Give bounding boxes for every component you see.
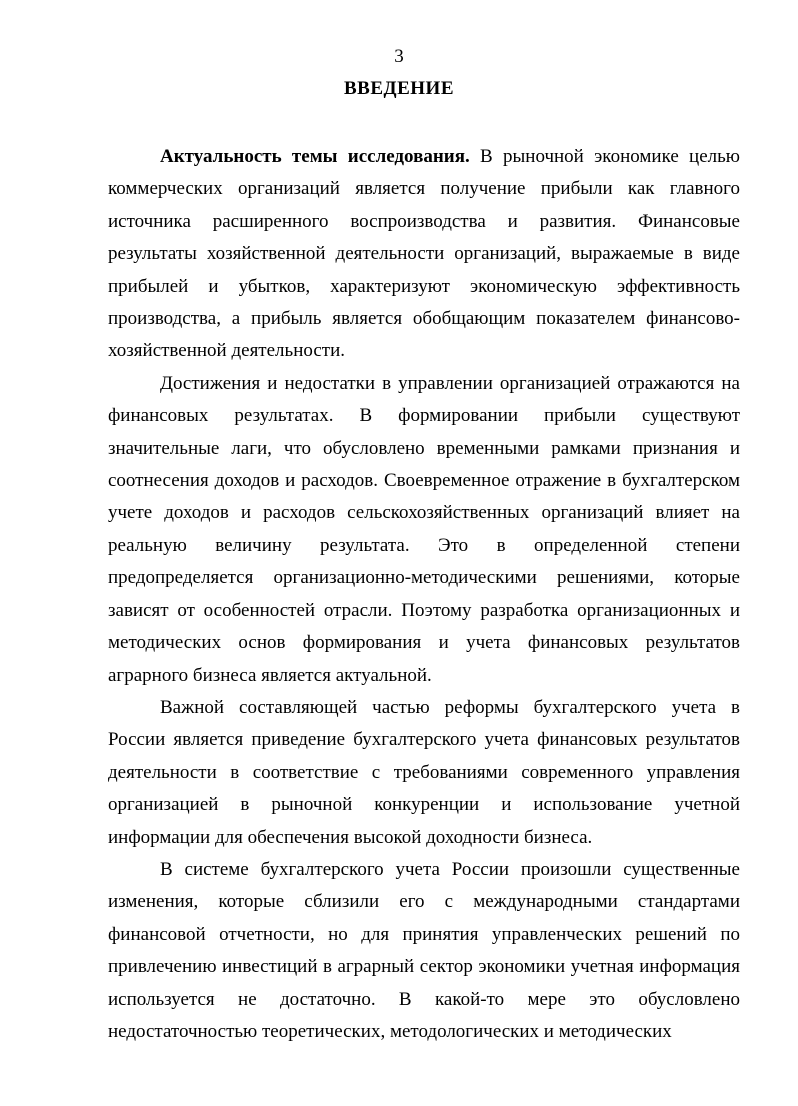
paragraph-achievements: Достижения и недостатки в управлении организацией отражаются на финансовых результатах. В формировании прибыли существуют значительные лаги, что обусловлено временными рамками признания и соотнесения доходов и расходов. Своевременное отражение в бухгалтерском учете доходов и расходов сельскохозяйственных организаций влияет на реальную величину результата. Это в определенной степени предопределяется организационно-методическими решениями, которые зависят от особенностей отрасли. Поэтому разработка организационных и методических основ формирования и учета финансовых результатов аграрного бизнеса является актуальной. — [108, 372, 740, 686]
paragraph-reform: Важной составляющей частью реформы бухгалтерского учета в России является приведение бухгалтерского учета финансовых результатов деятельности в соответствие с требованиями современного управления организацией в рыночной конкуренции и использование учетной информации для обеспечения высокой доходности бизнеса. — [108, 696, 740, 848]
paragraph-lead: Актуальность темы исследования. — [160, 146, 470, 167]
paragraph-accounting-system: В системе бухгалтерского учета России произошли существенные изменения, которые сблизили его с международными стандартами финансовой отчетности, но для принятия управленческих решений по привлечению инвестиций в аграрный сектор экономики учетная информация используется не достаточно. В какой-то мере это обусловлено недостаточностью теоретических, методологических и методических — [108, 858, 740, 1042]
paragraph-relevance — [108, 141, 740, 368]
page-number: 3 — [394, 46, 404, 67]
body-text — [108, 141, 740, 1048]
paragraph-text: В рыночной экономике целью коммерческих организаций является получение прибыли как главного источника расширенного воспроизводства и развития. Финансовые результаты хозяйственной деятельности организаций, выражаемые в виде прибылей и убытков, характеризуют экономическую эффективность производства, а прибыль является обобщающим показателем финансово-хозяйственной деятельности. — [108, 146, 740, 362]
page-title: ВВЕДЕНИЕ — [344, 78, 454, 99]
